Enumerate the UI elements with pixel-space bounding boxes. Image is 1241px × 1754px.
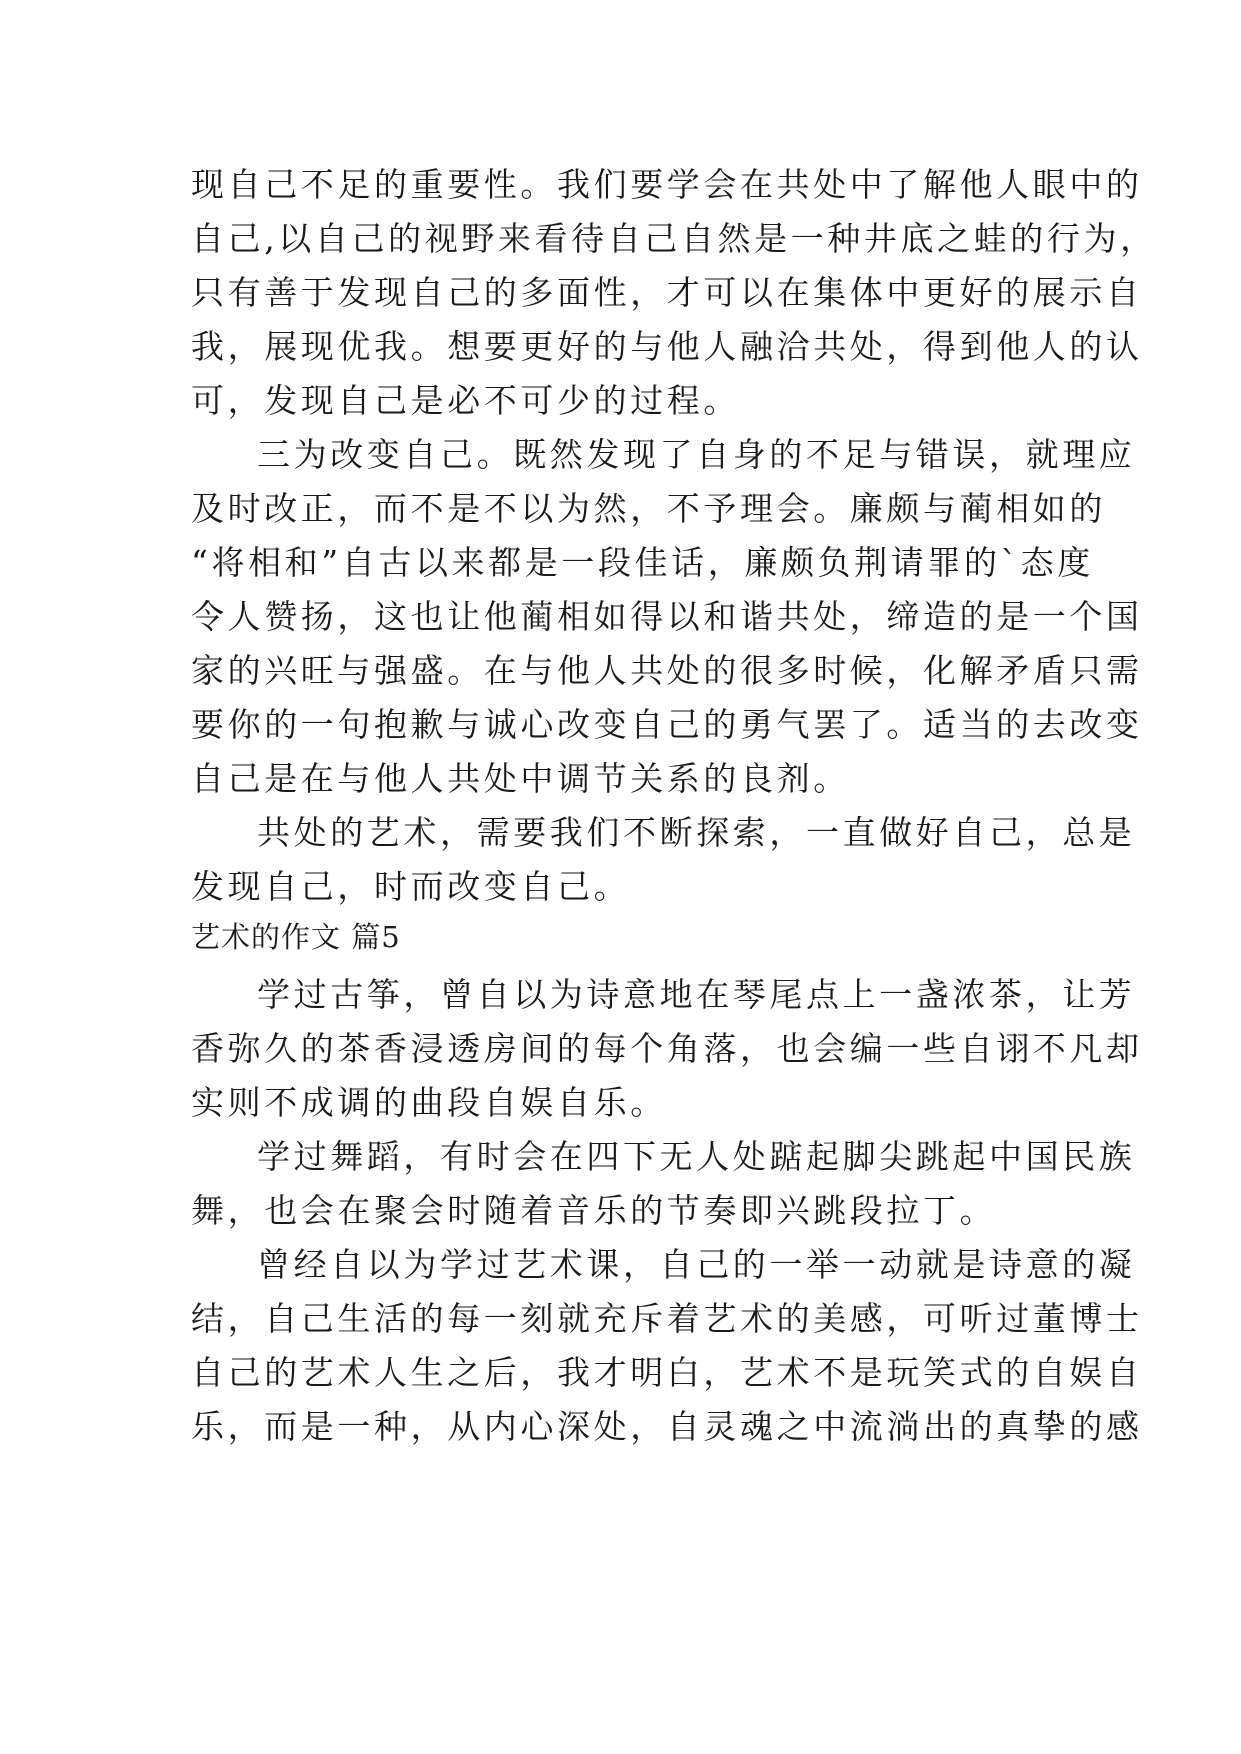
- text-line: 令人赞扬，这也让他蔺相如得以和谐共处，缔造的是一个国: [191, 597, 1143, 636]
- text-line: 自己是在与他人共处中调节关系的良剂。: [191, 759, 850, 798]
- text-line: 舞，也会在聚会时随着音乐的节奏即兴跳段拉丁。: [191, 1191, 997, 1230]
- text-line: 发现自己，时而改变自己。: [191, 867, 631, 906]
- paragraph-first-line: 共处的艺术，需要我们不断探索，一直做好自己，总是: [257, 813, 1136, 852]
- text-line: 及时改正，而不是不以为然，不予理会。廉颇与蔺相如的: [191, 489, 1106, 528]
- text-line: 实则不成调的曲段自娱自乐。: [191, 1083, 667, 1122]
- text-line: 乐，而是一种，从内心深处，自灵魂之中流淌出的真挚的感: [191, 1407, 1143, 1446]
- paragraph-first-line: 曾经自以为学过艺术课，自己的一举一动就是诗意的凝: [257, 1245, 1136, 1284]
- text-line: 只有善于发现自己的多面性，才可以在集体中更好的展示自: [191, 273, 1143, 312]
- text-line: 香弥久的茶香浸透房间的每个角落，也会编一些自诩不凡却: [191, 1029, 1143, 1068]
- text-line: 家的兴旺与强盛。在与他人共处的很多时候，化解矛盾只需: [191, 651, 1143, 690]
- paragraph-first-line: 学过舞蹈，有时会在四下无人处踮起脚尖跳起中国民族: [257, 1137, 1136, 1176]
- text-line: 现自己不足的重要性。我们要学会在共处中了解他人眼中的: [191, 165, 1143, 204]
- document-body: [191, 158, 1157, 1454]
- text-line: 我，展现优我。想要更好的与他人融洽共处，得到他人的认: [191, 327, 1143, 366]
- text-line: 要你的一句抱歉与诚心改变自己的勇气罢了。适当的去改变: [191, 705, 1143, 744]
- text-line: 可，发现自己是必不可少的过程。: [191, 381, 740, 420]
- text-line: “将相和”自古以来都是一段佳话，廉颇负荆请罪的`态度: [191, 543, 1094, 582]
- text-line: 结，自己生活的每一刻就充斥着艺术的美感，可听过董博士: [191, 1299, 1143, 1338]
- text-line: 自己,以自己的视野来看待自己自然是一种井底之蛙的行为，: [191, 219, 1157, 258]
- section-heading: 艺术的作文 篇5: [191, 920, 401, 954]
- paragraph-first-line: 三为改变自己。既然发现了自身的不足与错误，就理应: [257, 435, 1136, 474]
- text-line: 自己的艺术人生之后，我才明白，艺术不是玩笑式的自娱自: [191, 1353, 1143, 1392]
- paragraph-first-line: 学过古筝，曾自以为诗意地在琴尾点上一盏浓茶，让芳: [257, 975, 1136, 1014]
